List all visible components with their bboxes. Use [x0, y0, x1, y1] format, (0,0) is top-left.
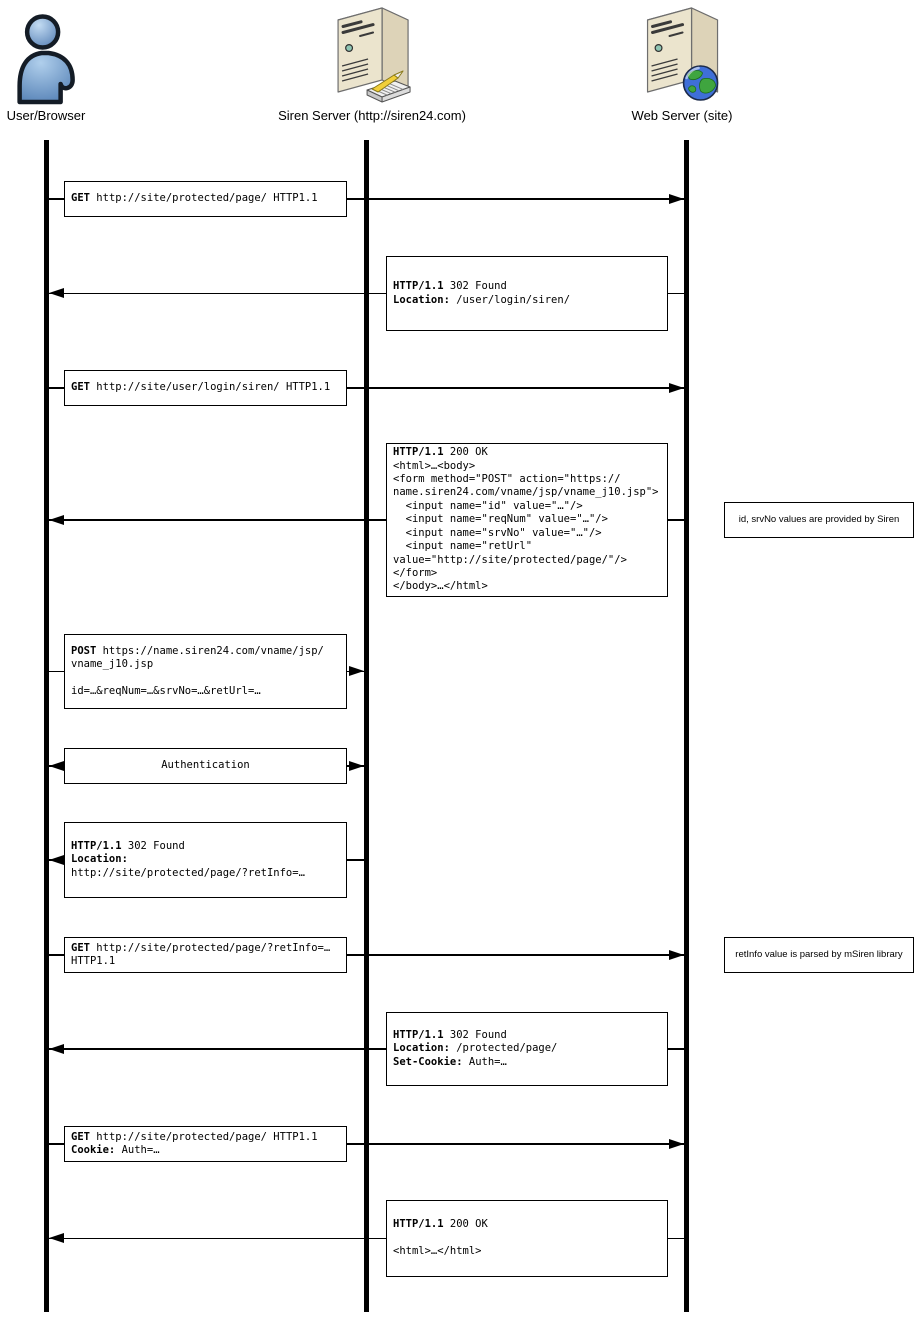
message-text: <input name="id" value="…"/>	[393, 499, 583, 512]
message-text-line	[393, 1042, 667, 1055]
message-text: http://site/protected/page/ HTTP1.1	[96, 192, 318, 205]
arrowhead-right-get-protected-page-retinfo	[669, 950, 684, 960]
message-text-line	[71, 955, 346, 968]
http-keyword: Cookie:	[71, 1144, 116, 1156]
message-text: vname_j10.jsp	[71, 658, 154, 671]
message-text-line	[71, 867, 346, 880]
message-text-line	[71, 685, 346, 698]
message-text-line	[71, 192, 346, 205]
arrowhead-left-302-redirect-to-login	[49, 288, 64, 298]
message-text: 200 OK	[443, 446, 488, 459]
message-text-line	[71, 853, 346, 866]
message-text: <input name="srvNo" value="…"/>	[393, 526, 602, 539]
message-text: <html>…</html>	[393, 1245, 482, 1258]
message-text: 200 OK	[443, 1218, 488, 1231]
arrowhead-right-get-login-siren	[669, 383, 684, 393]
message-text-line	[71, 645, 346, 658]
message-text-line	[71, 672, 346, 685]
http-keyword: POST	[71, 644, 103, 657]
arrowhead-left-302-set-cookie	[49, 1044, 64, 1054]
arrowhead-right-authentication	[349, 761, 364, 771]
message-text-line	[393, 1056, 667, 1069]
message-text-line	[393, 554, 667, 567]
message-text: </body>…</html>	[393, 580, 488, 593]
arrowhead-right-get-protected-page-with-cookie	[669, 1139, 684, 1149]
note-1: id, srvNo values are provided by Siren	[724, 502, 914, 538]
message-text-line	[393, 1218, 667, 1231]
message-text-line	[393, 567, 667, 580]
actor-web	[632, 2, 733, 123]
http-keyword: GET	[71, 941, 97, 954]
message-text-line	[71, 381, 346, 394]
web-server-globe-icon-svg	[642, 0, 722, 106]
arrowhead-left-authentication	[49, 761, 64, 771]
message-text: http://site/protected/page/?retInfo=…	[96, 941, 331, 954]
http-keyword: GET	[71, 1130, 97, 1143]
message-get-protected-page-retinfo	[64, 937, 347, 973]
message-text-line	[393, 1029, 667, 1042]
message-get-protected-page	[64, 181, 347, 217]
message-text-line	[393, 280, 667, 293]
http-keyword: GET	[71, 192, 97, 205]
actor-user	[7, 2, 86, 123]
message-text-line	[71, 1144, 346, 1157]
globe-icon	[684, 66, 718, 100]
message-text-line	[393, 294, 667, 307]
siren-server-keyboard-icon-svg	[332, 0, 412, 106]
arrowhead-left-302-redirect-with-retinfo	[49, 855, 64, 865]
user-person-icon-svg	[15, 12, 77, 106]
message-text: http://site/protected/page/?retInfo=…	[71, 866, 305, 879]
message-text-line	[71, 658, 346, 671]
http-keyword: Location:	[393, 1042, 450, 1055]
arrowhead-left-200-ok-final	[49, 1233, 64, 1243]
message-text: value="http://site/protected/page/"/>	[393, 553, 627, 566]
message-get-login-siren	[64, 370, 347, 406]
message-text-line	[393, 473, 667, 486]
message-text-line	[393, 1232, 667, 1245]
message-text: Authentication	[161, 759, 250, 772]
message-text: 302 Found	[121, 839, 185, 852]
actor-siren	[278, 2, 466, 123]
message-text-line	[393, 540, 667, 553]
http-keyword: HTTP/1.1	[393, 1028, 444, 1041]
arrowhead-right-get-protected-page	[669, 194, 684, 204]
message-302-redirect-to-login	[386, 256, 668, 331]
message-text-line	[393, 513, 667, 526]
message-text-line	[393, 446, 667, 459]
message-text: http://site/protected/page/ HTTP1.1	[96, 1130, 318, 1143]
actor-label-user: User/Browser	[6, 108, 86, 123]
message-200-ok-final	[386, 1200, 668, 1277]
message-text-line	[71, 840, 346, 853]
http-keyword: HTTP/1.1	[393, 280, 444, 293]
lifeline-siren	[364, 140, 369, 1312]
actor-label-web: Web Server (site)	[631, 108, 733, 123]
message-text-line	[393, 500, 667, 513]
message-text: Auth=…	[115, 1144, 160, 1156]
http-keyword: HTTP/1.1	[71, 839, 122, 852]
note-2: retInfo value is parsed by mSiren library	[724, 937, 914, 973]
http-keyword: HTTP/1.1	[393, 1218, 444, 1231]
message-text: <input name="reqNum" value="…"/>	[393, 513, 608, 526]
message-text-line	[393, 486, 667, 499]
actor-label-siren: Siren Server (http://siren24.com)	[278, 108, 466, 123]
message-text: http://site/user/login/siren/ HTTP1.1	[96, 381, 331, 394]
message-post-vname-credentials	[64, 634, 347, 709]
arrowhead-right-post-vname-credentials	[349, 666, 364, 676]
message-text: </form>	[393, 566, 438, 579]
message-text-line	[393, 1245, 667, 1258]
message-get-protected-page-with-cookie	[64, 1126, 347, 1162]
message-text: <form method="POST" action="https://	[393, 473, 621, 486]
web-server-globe-icon	[642, 2, 722, 106]
message-text-line	[393, 460, 667, 473]
message-text: name.siren24.com/vname/jsp/vname_j10.jsp">	[393, 486, 659, 499]
http-keyword: HTTP/1.1	[393, 446, 444, 459]
message-text-line	[65, 759, 346, 772]
message-text-line	[71, 942, 346, 955]
message-302-redirect-with-retinfo	[64, 822, 347, 898]
message-text: <input name="retUrl"	[393, 540, 533, 553]
arrowhead-left-200-ok-login-form	[49, 515, 64, 525]
http-keyword: Location:	[393, 293, 450, 306]
message-text-line	[393, 580, 667, 593]
message-text: HTTP1.1	[71, 955, 116, 967]
siren-server-keyboard-icon	[332, 2, 412, 106]
message-text: Auth=…	[462, 1055, 507, 1068]
message-text: 302 Found	[443, 280, 507, 293]
lifeline-user	[44, 140, 49, 1312]
message-text-line	[393, 527, 667, 540]
message-text: /user/login/siren/	[449, 293, 571, 306]
http-keyword: Set-Cookie:	[393, 1055, 463, 1068]
http-keyword: Location:	[71, 853, 128, 866]
user-person-icon	[15, 2, 77, 106]
message-text: 302 Found	[443, 1028, 507, 1041]
message-text: <html>…<body>	[393, 459, 476, 472]
message-text-line	[71, 1131, 346, 1144]
message-text: id=…&reqNum=…&srvNo=…&retUrl=…	[71, 684, 261, 697]
message-text: /protected/page/	[449, 1042, 558, 1055]
message-authentication	[64, 748, 347, 784]
http-keyword: GET	[71, 381, 97, 394]
message-200-ok-login-form	[386, 443, 668, 597]
message-302-set-cookie	[386, 1012, 668, 1086]
lifeline-web	[684, 140, 689, 1312]
message-text: https://name.siren24.com/vname/jsp/	[102, 644, 324, 657]
